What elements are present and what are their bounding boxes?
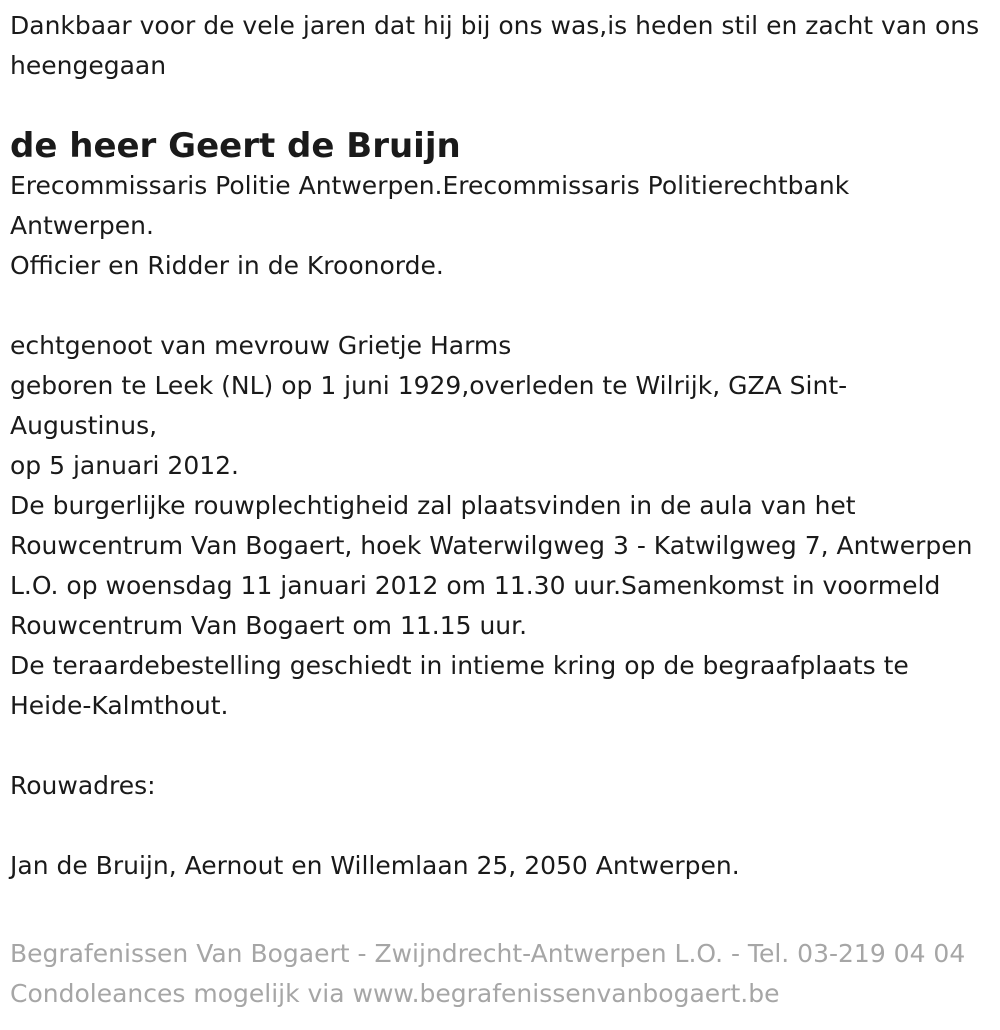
death-notice: [10, 6, 985, 886]
death-date-line: op 5 januari 2012.: [10, 451, 239, 480]
spacer: [10, 286, 985, 326]
birth-death-line: geboren te Leek (NL) op 1 juni 1929,overleden te Wilrijk, GZA Sint-Augustinus,: [10, 371, 848, 440]
mourning-address-label: Rouwadres:: [10, 771, 156, 800]
funeral-home-footer: Begrafenissen Van Bogaert - Zwijndrecht-Antwerpen L.O. - Tel. 03-219 04 04 Condoleances mogelijk via www.begrafenissenvanbogaert.be: [10, 939, 966, 1008]
titles-block: [10, 166, 985, 286]
ceremony-line: De burgerlijke rouwplechtigheid zal plaatsvinden in de aula van het Rouwcentrum Van Bogaert, hoek Waterwilgweg 3 - Katwilgweg 7, Antwerpen L.O. op woensdag 11 januari 2012 om 11.30 uur.Samenkomst in voormeld Rouwcentrum Van Bogaert om 11.15 uur.: [10, 491, 973, 640]
burial-line: De teraardebestelling geschiedt in intieme kring op de begraafplaats te Heide-Kalmthout.: [10, 651, 909, 720]
details-block: [10, 326, 985, 726]
spacer: [10, 806, 985, 846]
title-line: Officier en Ridder in de Kroonorde.: [10, 251, 444, 280]
title-line: Erecommissaris Politie Antwerpen.Erecommissaris Politierechtbank Antwerpen.: [10, 171, 850, 240]
deceased-name: de heer Geert de Bruijn: [10, 126, 461, 166]
spacer: [10, 726, 985, 766]
spouse-line: echtgenoot van mevrouw Grietje Harms: [10, 331, 512, 360]
intro-text: Dankbaar voor de vele jaren dat hij bij ons was,is heden stil en zacht van ons heengegaan: [10, 11, 980, 80]
mourning-address: Jan de Bruijn, Aernout en Willemlaan 25, 2050 Antwerpen.: [10, 851, 740, 880]
